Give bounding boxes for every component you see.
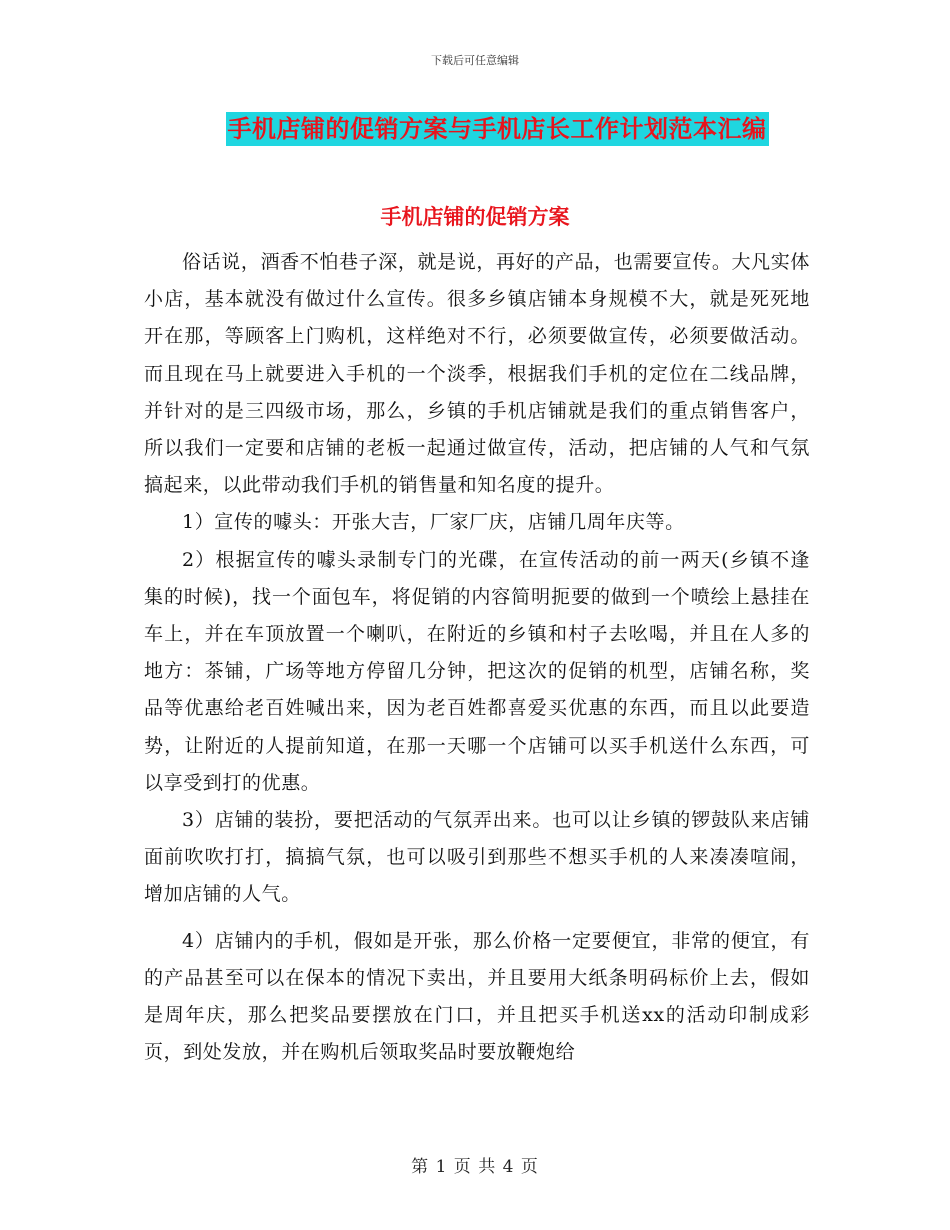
- page-header-note: 下载后可任意编辑: [431, 54, 519, 67]
- paragraph-intro: 俗话说，酒香不怕巷子深，就是说，再好的产品，也需要宣传。大凡实体小店，基本就没有做过什么宣传。很多乡镇店铺本身规模不大，就是死死地开在那，等顾客上门购机，这样绝对不行，必须要做宣传，必须要做活动。而且现在马上就要进入手机的一个淡季，根据我们手机的定位在二线品牌，并针对的是三四级市场，那么，乡镇的手机店铺就是我们的重点销售客户，所以我们一定要和店铺的老板一起通过做宣传，活动，把店铺的人气和气氛搞起来，以此带动我们手机的销售量和知名度的提升。: [144, 251, 810, 497]
- paragraph-item-4: 4）店铺内的手机，假如是开张，那么价格一定要便宜，非常的便宜，有的产品甚至可以在保本的情况下卖出，并且要用大纸条明码标价上去，假如是周年庆，那么把奖品要摆放在门口，并且把买手机送xx的活动印制成彩页，到处发放，并在购机后领取奖品时要放鞭炮给: [144, 929, 810, 1064]
- document-title: 手机店铺的促销方案与手机店长工作计划范本汇编: [226, 112, 769, 146]
- document-title-container: [0, 112, 950, 146]
- page-number-footer: 第 1 页 共 4 页: [411, 1157, 539, 1177]
- document-body: [144, 244, 810, 1071]
- paragraph-item-2: 2）根据宣传的噱头录制专门的光碟，在宣传活动的前一两天(乡镇不逢集的时候)，找一个面包车，将促销的内容简明扼要的做到一个喷绘上悬挂在车上，并在车顶放置一个喇叭，在附近的乡镇和村子去吆喝，并且在人多的地方：茶铺，广场等地方停留几分钟，把这次的促销的机型，店铺名称，奖品等优惠给老百姓喊出来，因为老百姓都喜爱买优惠的东西，而且以此要造势，让附近的人提前知道，在那一天哪一个店铺可以买手机送什么东西，可以享受到打的优惠。: [144, 548, 810, 794]
- paragraph-item-3: 3）店铺的装扮，要把活动的气氛弄出来。也可以让乡镇的锣鼓队来店铺面前吹吹打打，搞搞气氛，也可以吸引到那些不想买手机的人来凑凑喧闹，增加店铺的人气。: [144, 809, 810, 906]
- section-title: 手机店铺的促销方案: [380, 204, 570, 229]
- paragraph-item-1: 1）宣传的噱头：开张大吉，厂家厂庆，店铺几周年庆等。: [182, 511, 685, 534]
